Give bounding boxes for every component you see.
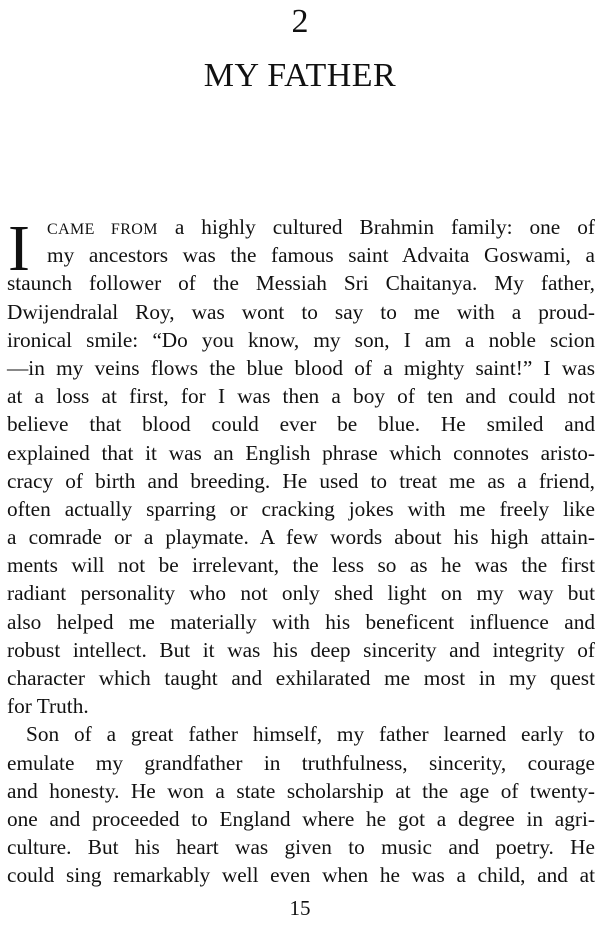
paragraph-line: my ancestors was the famous saint Advaita Goswami, a (47, 243, 595, 268)
paragraph-line: staunch follower of the Messiah Sri Chaitanya. My father, (7, 271, 595, 296)
paragraph-line: one and proceeded to England where he got a degree in agri- (7, 806, 595, 831)
paragraph-line: culture. But his heart was given to music and poetry. He (7, 835, 595, 860)
paragraph-line: ments will not be irrelevant, the less so as he was the first (7, 553, 595, 578)
paragraph-line: a comrade or a playmate. A few words about his high attain- (7, 525, 595, 550)
chapter-title: MY FATHER (203, 57, 397, 94)
body-text (7, 213, 595, 890)
paragraph-line: could sing remarkably well even when he was a child, and at (7, 863, 595, 888)
paragraph-line: character which taught and exhilarated me most in my quest (7, 666, 595, 690)
paragraph-2 (7, 720, 595, 889)
drop-cap: I (8, 212, 30, 285)
paragraph-line: radiant personality who not only shed light on my way but (7, 581, 595, 606)
paragraph-line: explained that it was an English phrase which connotes aristo- (7, 440, 595, 465)
paragraph-line: robust intellect. But it was his deep sincerity and integrity of (7, 637, 595, 662)
paragraph-line: —in my veins flows the blue blood of a mighty saint!” I was (7, 355, 595, 380)
paragraph-line: CAME FROM a highly cultured Brahmin family: one of (47, 215, 595, 239)
paragraph-line: often actually sparring or cracking jokes with me freely like (7, 496, 595, 521)
paragraph-line: and honesty. He won a state scholarship at the age of twenty- (7, 778, 595, 803)
paragraph-1 (7, 213, 595, 720)
paragraph-line: believe that blood could ever be blue. He smiled and (7, 412, 595, 437)
page-number: 15 (289, 896, 311, 920)
paragraph-line: Son of a great father himself, my father learned early to (26, 722, 595, 747)
paragraph-line: Dwijendralal Roy, was wont to say to me with a proud- (7, 299, 595, 324)
paragraph-line: ironical smile: “Do you know, my son, I am a noble scion (7, 327, 595, 352)
paragraph-line: at a loss at first, for I was then a boy of ten and could not (7, 384, 595, 409)
lead-small-caps: CAME FROM (47, 221, 158, 238)
chapter-number: 2 (291, 3, 309, 40)
paragraph-line: also helped me materially with his beneficent influence and (7, 609, 595, 634)
paragraph-line: emulate my grandfather in truthfulness, sincerity, courage (7, 750, 595, 775)
paragraph-line: cracy of birth and breeding. He used to treat me as a friend, (7, 468, 595, 493)
paragraph-line: for Truth. (7, 694, 89, 719)
